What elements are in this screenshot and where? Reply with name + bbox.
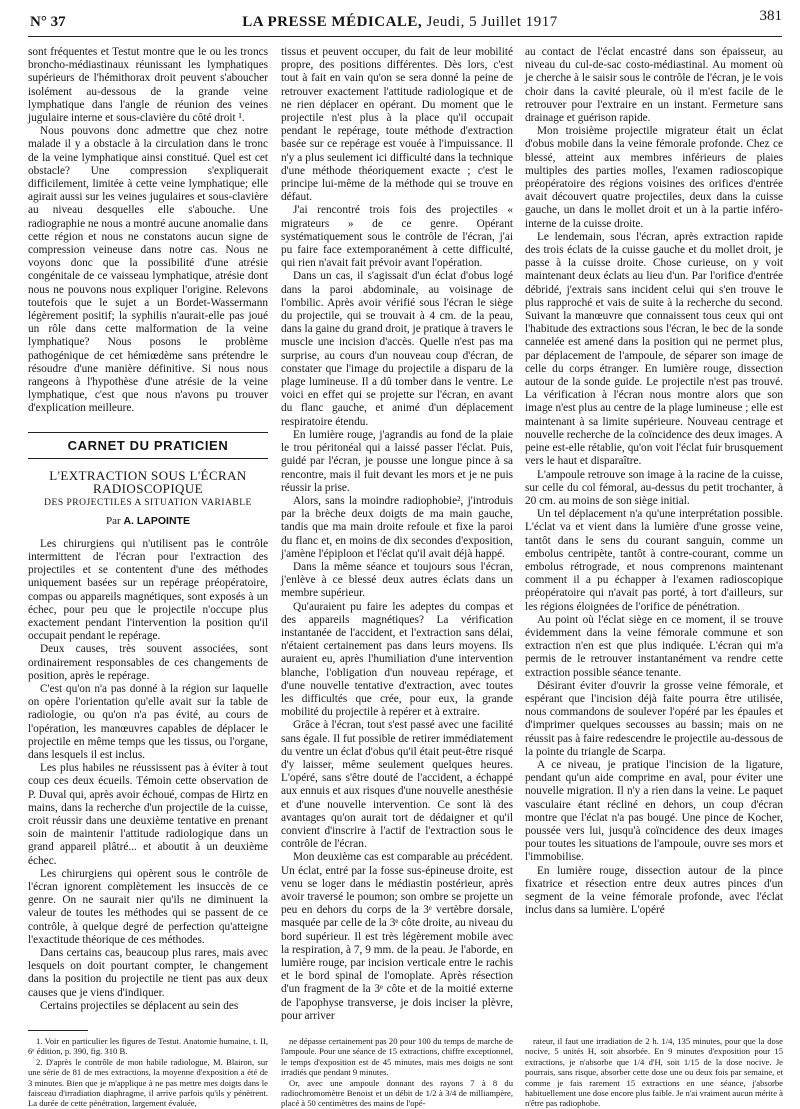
article-subtitle: DES PROJECTILES A SITUATION VARIABLE — [44, 498, 252, 509]
paragraph: En lumière rouge, j'agrandis au fond de la plaie le trou péritonéal qui a laissé passer l'éclat. Puis, guidé par l'écran, je pousse une longue pince à sa rencontre, mais il fuit devant les mors et je ne puis réussir la prise. — [281, 428, 513, 494]
paragraph: Les chirurgiens qui opèrent sous le contrôle de l'écran ignorent complètement les insuccès de ce genre. On ne saurait nier qu'ils ne diminuent la valeur de toutes les méthodes qui se passent de ce contrôle, à quelque degré de perfection qu'atteigne l'exactitude théorique de ces méthodes. — [28, 867, 268, 946]
author-name: A. LAPOINTE — [123, 514, 190, 527]
footnote: rateur, il faut une irradiation de 2 h. 1/4, 135 minutes, pour que la dose nocive, 5 unités H, soit absorbée. En 9 minutes d'exposition pour 15 extractions, je n'absorbe que 1/4 d'H, soit 1/15 de la dose nocive. Je pourrais, sans risque, absorber cette dose une ou deux fois par semaine, et comme je fais rarement 15 extractions en une séance, j'absorbe habituellement une dose encore plus faible. Je n'ai vraiment aucun mérite à n'être pas radiophobe. — [525, 1036, 783, 1109]
paragraph: tissus et peuvent occuper, du fait de leur mobilité propre, des positions différentes. Dès lors, c'est tout à fait en vain qu'on se sera donné la peine de retrouver exactement l'attitude radiologique et de ne rien déplacer en opérant. Du moment que le projectile n'est plus à la place qu'il occupait pendant le repérage, toute méthode d'extraction basée sur ce repérage est vouée à l'impuissance. Il n'y a plus seulement ici difficulté dans la technique d'une méthode théoriquement exacte ; c'est le principe lui-même de la méthode qui se trouve en défaut. — [281, 46, 513, 204]
paragraph: Au point où l'éclat siège en ce moment, il se trouve évidemment dans la veine fémorale commune et son extraction n'en est que plus indiquée. L'écran qui m'a permis de le retrouver instantanément va rendre cette extraction possible séance tenante. — [525, 613, 783, 679]
footnotes-column-2 — [281, 1036, 513, 1109]
article-author-line — [28, 515, 268, 528]
journal-title-line — [0, 14, 800, 31]
journal-name: LA PRESSE MÉDICALE, — [242, 14, 423, 30]
paragraph: au contact de l'éclat encastré dans son épaisseur, au niveau du cul-de-sac costo-médiastinal. Au moment où je cherche à le saisir sous le contrôle de l'écran, je le vois choir dans la cavité pleurale, où il m'est facile de le retrouver pour l'extraire en un instant. Fermeture sans drainage et guérison rapide. — [525, 46, 783, 125]
footnote: ne dépasse certainement pas 20 pour 100 du temps de marche de l'ampoule. Pour une séance de 15 extractions, chiffre exceptionnel, le temps d'exposition est de 45 minutes, mais mes doigts ne sont irradiés que pendant 9 minutes. — [281, 1036, 513, 1078]
paragraph: Alors, sans la moindre radiophobie², j'introduis par la brèche deux doigts de ma main gauche, tandis que ma main droite refoule et fixe la paroi du flanc et, en moins de dix secondes d'exposition, j'amène l'épiploon et l'éclat qu'il avait déjà happé. — [281, 494, 513, 560]
header-rule — [28, 36, 782, 37]
author-prefix: Par — [106, 514, 121, 527]
paragraph: Grâce à l'écran, tout s'est passé avec une facilité sans égale. Il fut possible de retirer immédiatement du ventre un éclat d'obus qu'il était peut-être risqué d'y laisser, même seulement quelques heures. L'opéré, sans s'être douté de l'accident, a échappé aux ennuis et aux risques d'une nouvelle anesthésie et d'une nouvelle intervention. Ce sont là des avantages qu'on aurait tort de dédaigner et qu'il convient d'inscrire à l'actif de l'extraction sous le contrôle de l'écran. — [281, 719, 513, 851]
paragraph: Les chirurgiens qui n'utilisent pas le contrôle intermittent de l'écran pour l'extraction des projectiles et se contentent d'une des méthodes uniquement basées sur un repérage préopératoire, compas ou appareils magnétiques, sont exposés à un échec, pour peu que le projectile n'occupe plus exactement pendant l'intervention la position qu'il occupait pendant le repérage. — [28, 537, 268, 643]
paragraph: Dans certains cas, beaucoup plus rares, mais avec lesquels on doit pourtant compter, le changement dans la position du projectile ne tient pas aux deux causes que je viens d'indiquer. — [28, 947, 268, 999]
paragraph: Dans la même séance et toujours sous l'écran, j'enlève à ce blessé deux autres éclats dans un membre supérieur. — [281, 560, 513, 600]
paragraph: Mon deuxième cas est comparable au précédent. Un éclat, entré par la fosse sus-épineuse droite, est venu se loger dans le médiastin postérieur, après avoir traversé le poumon; son ombre se projette un peu en dehors du corps de la 3ᵉ vertèbre dorsale, masquée par celle de la 3ᵉ côte droite, au niveau du bord supérieur. Il est très légèrement mobile avec la respiration, à 7, 9 mm. de la peau. Je l'aborde, en lumière rouge, par incision verticale entre le rachis et le bord spinal de l'omoplate. Après résection d'un fragment de la 3ᵉ côte et de la moitié externe de l'apophyse transverse, je dois inciser la plèvre, pour arriver — [281, 851, 513, 1022]
paragraph: Le lendemain, sous l'écran, après extraction rapide des trois éclats de la cuisse gauche et du mollet droit, je passe à la cuisse droite. Chose curieuse, on y voit maintenant deux éclats au lieu d'un. Par l'orifice d'entrée débridé, j'extrais sans incident celui qui s'en trouve le plus rapproché et vais de suite à la recherche du second. Suivant la manœuvre que connaissent tous ceux qui ont l'habitude des extractions sous l'écran, le bec de la sonde cannelée est amené dans la position qui ne permet plus, par déplacement de l'ampoule, de séparer son image de celle du corps étranger. En lumière rouge, dissection autour de la sonde guide. Le projectile n'est pas trouvé. La vérification à l'écran nous montre alors que son image n'est plus au centre de la plage lumineuse ; elle est maintenant à sa limite supérieure. Nouveau centrage et nouvelle recherche de la coïncidence des deux images. A peine est-elle rétablie, qu'on voit l'éclat fuir brusquement vers le haut et disparaître. — [525, 230, 783, 468]
paragraph: Nous pouvons donc admettre que chez notre malade il y a obstacle à la circulation dans le tronc de la veine lymphatique ainsi constitué. Quel est cet obstacle? Une compression s'expliquerait difficilement, limitée à cette veine lymphatique; elle agirait aussi sur les veines jugulaires et sous-clavière au niveau desquelles elle s'abouche. Une radiographie ne nous a montré aucune anomalie dans cette région et nous ne constatons aucun signe de compression veineuse dans notre cas. Nous ne voyons donc que la possibilité d'une atrésie congénitale de ce vaisseau lymphatique, atrésie dont nous ne pouvons nous expliquer l'origine. Relevons toutefois que le sujet a un Bordet-Wassermann légèrement positif; la syphilis n'aurait-elle pas joué un rôle dans cette malformation de la veine lymphatique? Nous posons le problème pathogénique de cet hémiœdème sans prétendre le résoudre d'une manière définitive. Si nous nous rangeons à l'hypothèse d'une atrésie de la veine lymphatique, c'est que nous n'avons pu trouver d'explication meilleure. — [28, 125, 268, 415]
paragraph: J'ai rencontré trois fois des projectiles « migrateurs » de ce genre. Opérant systématiquement sous le contrôle de l'écran, j'ai pu faire face extemporanément à cette difficulté, qui rien n'avait fait prévoir avant l'opération. — [281, 204, 513, 270]
paragraph: Certains projectiles se déplacent au sein des — [40, 999, 239, 1012]
issue-number: N° 37 — [30, 14, 66, 30]
paragraph: C'est qu'on n'a pas donné à la région sur laquelle on opère l'orientation qu'elle avait sur la table de radiologie, ou qu'on n'a pas évité, au cours de l'opération, les manœuvres capables de déplacer le projectile en même temps que les tissus, ou l'organe, dans lesquels il est inclus. — [28, 682, 268, 761]
column-3 — [525, 46, 783, 917]
paragraph: A ce niveau, je pratique l'incision de la ligature, pendant qu'un aide comprime en aval, pour éviter une nouvelle migration. Il n'y a rien dans la veine. Le paquet vasculaire étant récliné en dehors, un coup d'écran montre que l'éclat n'a pas bougé. Une pince de Kocher, poussée vers lui, jusqu'à coïncidence des deux images pour toutes les situations de l'ampoule, ouvre ses mors et l'immobilise. — [525, 758, 783, 864]
page-header — [0, 0, 800, 40]
footnote: 2. D'après le contrôle de mon habile radiologue, M. Blairon, sur une série de 81 de mes extractions, la moyenne d'exposition a été de 3 minutes. Bien que je m'applique à ne pas mettre mes doigts dans le faisceau d'irradiation diaphragme, il arrive parfois qu'ils y pénètrent. La durée de cette pénétration, largement évaluée, — [28, 1056, 268, 1109]
paragraph: Qu'auraient pu faire les adeptes du compas et des appareils magnétiques? La vérification instantanée de l'accident, et l'extraction sans délai, n'étaient certainement pas dans leurs moyens. Ils auraient eu, après l'humiliation d'une intervention blanche, l'obligation d'un nouveau repérage, et d'une nouvelle tentative d'extraction, avec toutes les difficultés que crée, pour eux, la grande mobilité du projectile à repérer et à extraire. — [281, 600, 513, 719]
paragraph: Les plus habiles ne réussissent pas à éviter à tout coup ces deux écueils. Témoin cette observation de P. Duval qui, après avoir échoué, compas de Hirtz en mains, dans la recherche d'un projectile de la cuisse, croit réussir dans une deuxième tentative en prenant soin de maintenir l'attitude radiologique dans un grand appareil plâtré... et aboutit à un deuxième échec. — [28, 762, 268, 867]
page-number: 381 — [759, 8, 782, 24]
column-2 — [281, 46, 513, 1023]
paragraph: Un tel déplacement n'a qu'une interprétation possible. L'éclat va et vient dans la lumière d'une grosse veine, tantôt dans le sens du courant sanguin, comme un embolus centripète, tantôt à contre-courant, comme un embolus rétrograde, et nous comprenons maintenant comment il a pu échapper à l'examen radioscopique préopératoire qui n'avait pas porté, à tort d'ailleurs, sur les régions éloignées de l'orifice de pénétration. — [525, 508, 783, 613]
paragraph: Deux causes, très souvent associées, sont ordinairement responsables de ces changements de position, après le repérage. — [28, 643, 268, 682]
issue-date: Jeudi, 5 Juillet 1917 — [426, 14, 558, 30]
footnote-rule — [28, 1030, 88, 1031]
paragraph: Dans un cas, il s'agissait d'un éclat d'obus logé dans la paroi abdominale, au voisinage de l'ombilic. Après avoir vérifié sous l'écran le siège du projectile, qui se trouvait à 4 cm. de la peau, dans la gaine du grand droit, je pratique à travers le muscle une incision d'accès. Quelle n'est pas ma surprise, au cours d'un nouveau coup d'écran, de constater que l'image du projectile a disparu de la plage lumineuse. Il a dû tomber dans le ventre. Le voici en effet qui se projette sur l'écran, en avant du flanc gauche, et animé d'un déplacement respiratoire étendu. — [281, 270, 513, 428]
paragraph: Désirant éviter d'ouvrir la grosse veine fémorale, et espérant que l'incision déjà faite pourra être utilisée, nous commandons de soulever l'opéré par les épaules et d'imprimer quelques secousses au bassin; mais on ne réussit pas à faire redescendre le projectile au-dessous de la pointe du triangle de Scarpa. — [525, 679, 783, 758]
footnote: Or, avec une ampoule donnant des rayons 7 à 8 du radiochromomètre Benoist et un débit de 1/2 à 3/4 de milliampère, placé à 50 centimètres des mains de l'opé- — [281, 1077, 513, 1109]
column-1 — [28, 46, 268, 1013]
footnotes-column-3 — [525, 1036, 783, 1109]
footnotes-column-1 — [28, 1036, 268, 1109]
footnote: 1. Voir en particulier les figures de Testut. Anatomie humaine, t. II, 6ᵉ édition, p. 390, fig. 310 B. — [28, 1036, 268, 1057]
paragraph: Mon troisième projectile migrateur était un éclat d'obus mobile dans la veine fémorale profonde. Chez ce blessé, atteint aux membres inférieurs de plaies multiples des parties molles, l'examen radioscopique préopératoire des régions voisines des orifices d'entrée avait découvert quatre projectiles, deux dans la cuisse gauche, un dans le mollet droit et un à la partie inféro-interne de la cuisse droite. — [525, 125, 783, 230]
article-title: L'EXTRACTION SOUS L'ÉCRAN RADIOSCOPIQUE — [49, 467, 247, 497]
section-heading: CARNET DU PRATICIEN — [28, 432, 268, 459]
paragraph: L'ampoule retrouve son image à la racine de la cuisse, sur celle du col fémoral, au-dessus du petit trochanter, à 20 cm. au moins de son siège initial. — [525, 468, 783, 507]
paragraph: sont fréquentes et Testut montre que le ou les troncs broncho-médiastinaux réunissant les lymphatiques supérieurs de l'hémithorax droit peuvent s'aboucher isolément au-dessous de la grande veine lymphatique dans l'angle de réunion des veines jugulaire interne et sous-clavière du côté droit ¹. — [28, 46, 268, 125]
paragraph: En lumière rouge, dissection autour de la pince fixatrice et résection entre deux autres pinces d'un segment de la veine fémorale profonde, avec l'éclat inclus dans sa lumière. L'opéré — [525, 864, 783, 917]
